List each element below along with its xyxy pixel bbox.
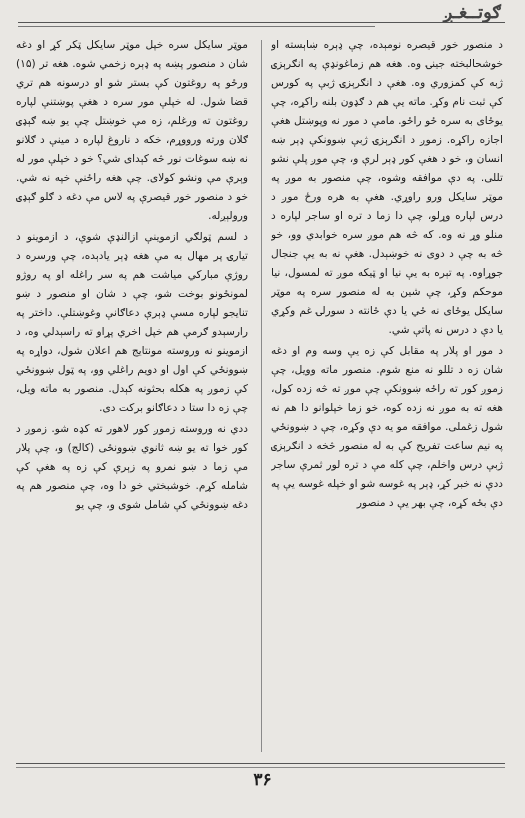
footer-rule-secondary <box>16 767 505 768</box>
header-rule-secondary <box>18 26 375 27</box>
paragraph: د لسم ټولګي ازموینې ازالنډې شوې، د ازموینو د تیارۍ پر مهال به مې هغه ډېر یادېده، چې ورسره د روژې مبارکي میاشت هم په سر راغله او په روژو لمونځونو بوخت شو، چې د شان او منصور د ښو تنایجو لپاره مسې ډېرې دعاګانې وغوښتلې. داختر په رارسېدو ګرمې هم خپل اخري پړاو ته راسېدلي وه، د ازموینو نه وروسته مونتایج هم اعلان شول، دواړه په ښوونځي کې اول او دویم راغلي وو، په ټول ښوونځي کې زموږ په هکله بحثونه کېدل. منصور به ماته ویل، چې زه دا ستا د دعاګانو برکت دی. <box>16 231 248 414</box>
column-divider <box>261 40 262 752</box>
header-rule <box>18 22 505 23</box>
running-head: ګوتــغـږ <box>443 2 501 23</box>
paragraph: موټر سایکل سره خپل موټر سایکل ټکر کړ او دغه شان د منصور پښه په ډېره زخمي شوه. هغه تر (۱۵) ورځو په روغتون کې بستر شو او درسونه هم تري قضا شول. له خپلې مور سره د هغې پوښتنې لپاره روغتون ته ورغلم، زه مې خوښتل چې یو ښه ګېډۍ ګلان ورته ورووړم، خکه د ناروغ لپاره د مینې د ګلانو نه ښه سوغات نور څه کېدای شي؟ خو د خپلې مور له وېرې مې ونشو کولای. چې هغه راځنې خپه نه شي. خو د منصور خور قیصرې په لاس مې دغه د ګلو ګېډۍ ورولېږله. <box>16 39 248 222</box>
page-number: ۳۶ <box>253 770 272 790</box>
footer-rule <box>16 763 505 764</box>
paragraph: د مور او پلار په مقابل کې زه یې وسه وم او دغه شان زه د تللو نه منع شوم. منصور ماته وویل، چې زموږ کور ته راځه ښوونکې چې موږ ته څه زده کول، هغه ته به موږ نه زده کوه، خو زما خپلوانو دا هم نه شول زغملی. موافقه مو یه دې وکړه، چې د ښوونځي په نیم ساعت تفریح کې به له منصور څخه د انګرېزۍ ژبې درس واخلم، چې کله مې د تره لور ثمرې ساجر ددې نه خبر کړ، ډېر په غوسه شو او خپله غوسه یې په دې بځه کړه، چې بهر یې د منصور <box>271 345 503 509</box>
left-column <box>16 36 248 754</box>
right-column <box>271 36 503 754</box>
paragraph: د منصور خور قیصره نومېده، چې ډېره ښاېسته او خوشحالبخته جینۍ وه. هغه هم زماغونډې په انګرېزۍ ژبه کې کمزوري وه. هغې د انګرېزۍ ژبې په کورس کې ثبت نام وکړ. ماته یې هم د ګډون بلنه راکړه، چې یوځای به سره ځو راځو. مامې د مور نه وپوښتل هغې اجازه راکړه. زموږ د انګرېزۍ ژبې ښوونکې ډېر ښه انسان و، خو د هغې کور ډېر لرې و، چې موږ پلې نشو تللی. په دې موافقه وشوه، چې منصور به موږ په موټر سایکل ورو راوړي. هغې به هره ورځ موږ د درس لپاره وړلو، چې دا زما د تره او ساجر لپاره د منلو وړ نه وه. که څه هم موږ سره خوابدي وو، خو څه به چې د دوی نه خوښېدل. هغې نه به یې جنجال جوړاوه. په تېره به یې نیا او ټیکه موږ ته لمسول، نیا موحکم وکړ، چې شین به له منصور سره په موټر سایکل یوځای نه ځي یا دې ځانته د سورلۍ غم وکړي یا دې د درس نه پاتې شي. <box>271 39 503 336</box>
paragraph: ددي نه وروسته زموږ کور لاهور ته کډه شو. زموږ د کور خوا ته یو ښه ثانوي ښوونځی (کالج) و، چې پلار مې زما د ښو نمرو په زېرې کې زه په هغې کې شامله کړم. خوشبختي خو دا وه، چې منصور هم په دغه ښوونځي کې شامل شوی و، چې یو <box>16 423 248 511</box>
